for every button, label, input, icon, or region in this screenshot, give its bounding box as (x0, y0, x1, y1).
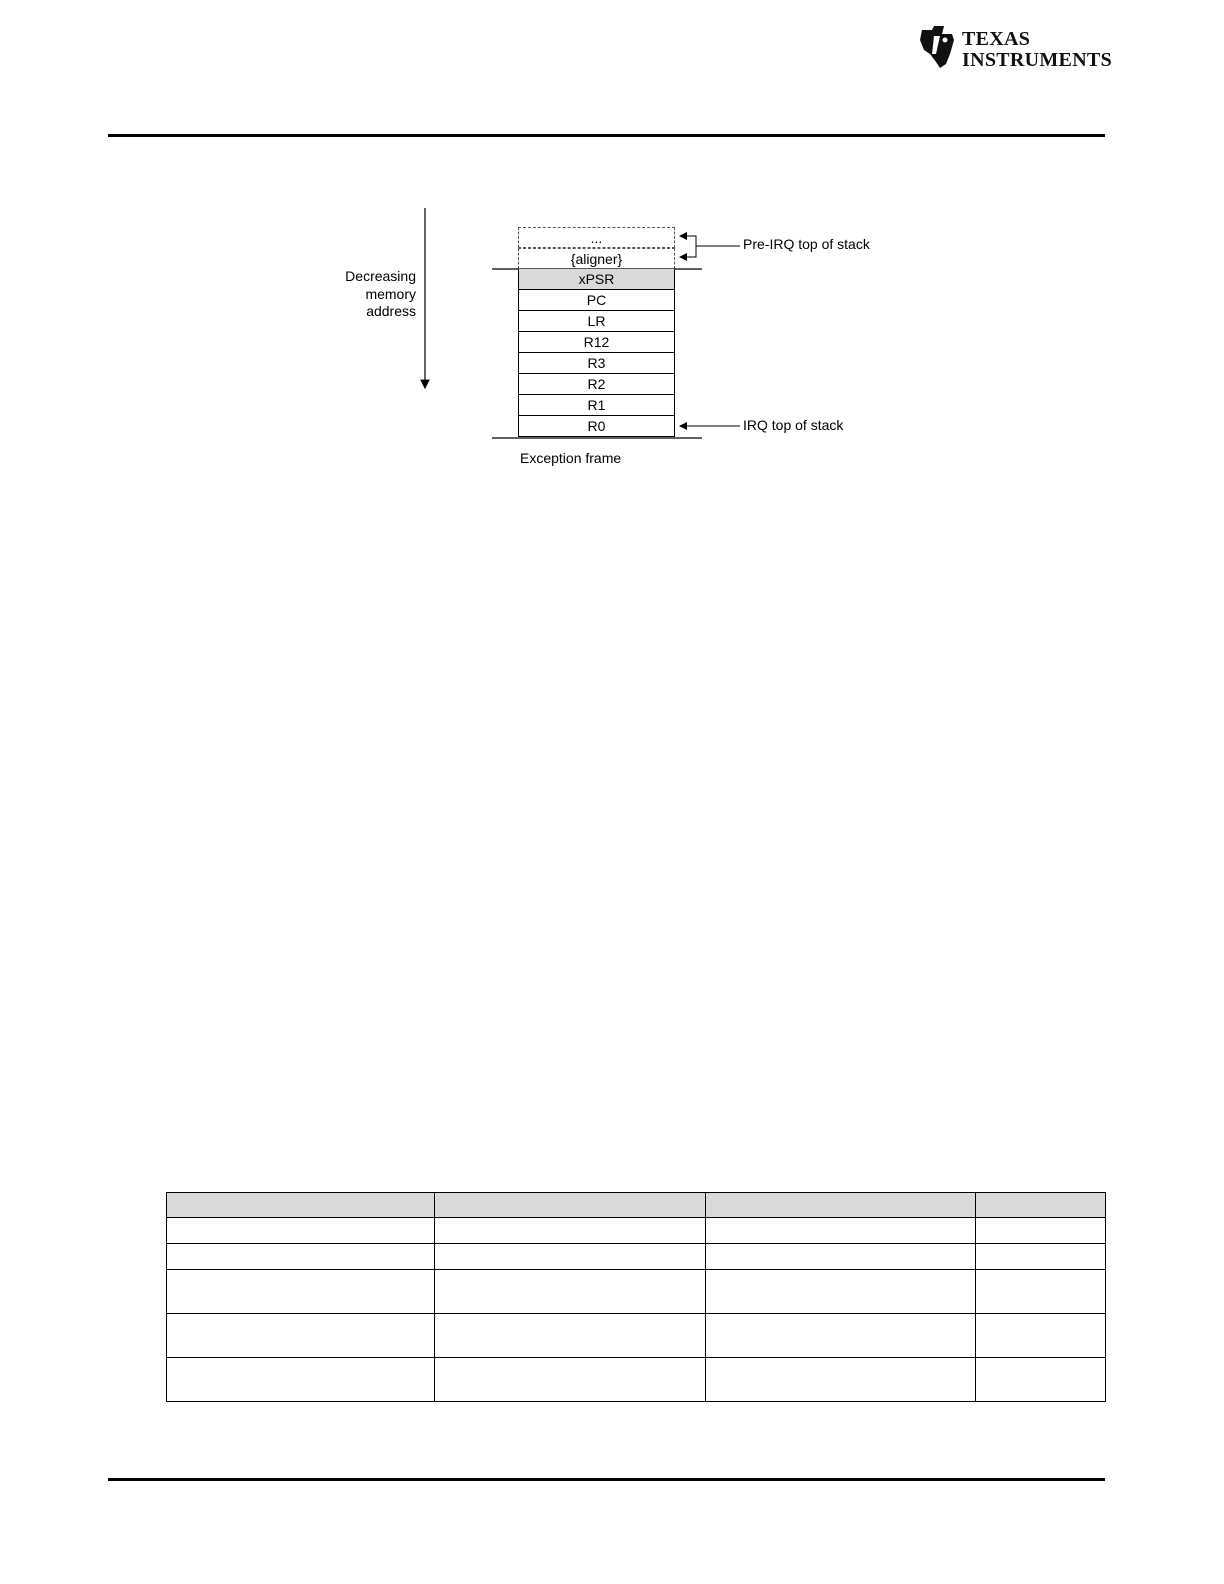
stack-cell-ellipsis: ... (518, 227, 675, 248)
figure-caption: Exception frame (520, 450, 622, 466)
axis-label-line3: address (366, 303, 416, 319)
logo-text-line1: TEXAS (962, 28, 1031, 50)
table-row (167, 1270, 1106, 1314)
table-header-cell (706, 1193, 976, 1218)
pre-irq-bracket-lower (680, 246, 696, 257)
table-cell (167, 1244, 435, 1270)
table-row (167, 1358, 1106, 1402)
irq-label: IRQ top of stack (743, 417, 844, 433)
table-cell (435, 1244, 706, 1270)
table-cell (976, 1270, 1106, 1314)
table-header-cell (167, 1193, 435, 1218)
table-cell (167, 1314, 435, 1358)
table-row (167, 1314, 1106, 1358)
logo-text-line2: INSTRUMENTS (962, 49, 1112, 71)
stack-cell-r0: R0 (518, 416, 675, 437)
table-cell (435, 1358, 706, 1402)
footer-rule (108, 1478, 1105, 1481)
pre-irq-label: Pre-IRQ top of stack (743, 236, 870, 252)
table-cell (706, 1218, 976, 1244)
table-row (167, 1244, 1106, 1270)
table-row (167, 1218, 1106, 1244)
table-cell (167, 1218, 435, 1244)
stack-cell-r12: R12 (518, 332, 675, 353)
table-header-cell (435, 1193, 706, 1218)
table-cell (976, 1218, 1106, 1244)
table-cell (976, 1314, 1106, 1358)
table-cell (706, 1314, 976, 1358)
stack-cell-r2: R2 (518, 374, 675, 395)
table-cell (976, 1358, 1106, 1402)
data-table (166, 1192, 1106, 1402)
stack-cell-pc: PC (518, 290, 675, 311)
stack-cell-xpsr: xPSR (518, 269, 675, 290)
stack-cell-r3: R3 (518, 353, 675, 374)
table-cell (435, 1314, 706, 1358)
axis-label-line2: memory (365, 285, 416, 302)
table-cell (167, 1270, 435, 1314)
table-cell (706, 1244, 976, 1270)
pre-irq-bracket (680, 236, 740, 246)
table-cell (976, 1244, 1106, 1270)
stack-cell-lr: LR (518, 311, 675, 332)
table-cell (435, 1270, 706, 1314)
axis-label-line1: Decreasing (345, 268, 416, 284)
table-cell (167, 1358, 435, 1402)
table-cell (435, 1218, 706, 1244)
table-cell (706, 1358, 976, 1402)
stack-cell-aligner: {aligner} (518, 248, 675, 269)
axis-label (320, 268, 416, 321)
table-header-row (167, 1193, 1106, 1218)
table-header-cell (976, 1193, 1106, 1218)
stack-cell-r1: R1 (518, 395, 675, 416)
table-cell (706, 1270, 976, 1314)
exception-frame-figure (0, 0, 1224, 520)
